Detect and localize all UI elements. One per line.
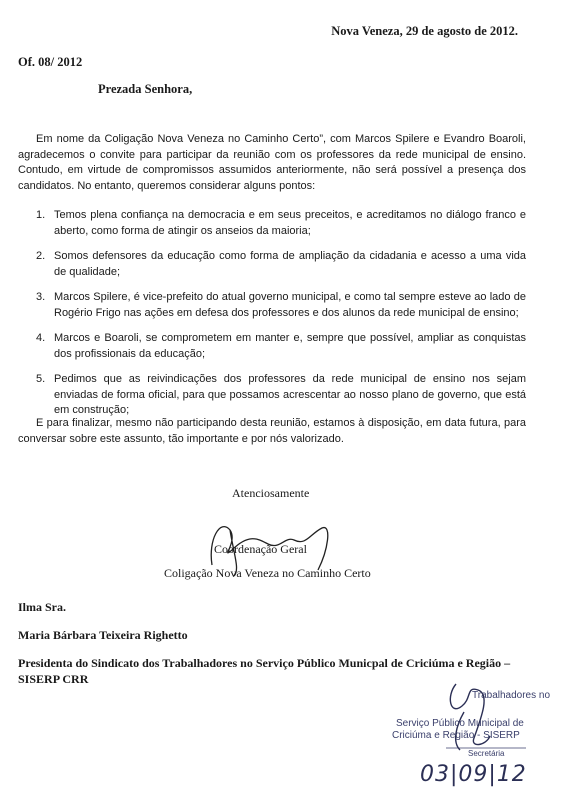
received-date: 03|09|12 [420,762,527,787]
recipient-name: Maria Bárbara Teixeira Righetto [18,628,188,642]
point-text: Somos defensores da educação como forma de ampliação da cidadania e acesso a uma vida de qualidade; [54,250,526,278]
letter-date: Nova Veneza, 29 de agosto de 2012. [331,24,518,38]
point-number: 1. [36,209,46,221]
letter-regards: Atenciosamente [232,486,310,500]
recipient-title: Ilma Sra. [18,600,66,614]
letter-reference: Of. 08/ 2012 [18,55,83,69]
letter-points [18,208,526,429]
point-item [18,290,526,321]
letter-closing: E para finalizar, mesmo não participando desta reunião, estamos à disposição, em data futura, para conversar sobre este assunto, tão importante e por nós valorizado. [18,417,526,445]
signature-label: Coordenação Geral [214,542,307,556]
point-item [18,372,526,419]
point-number: 2. [36,250,46,262]
point-number: 5. [36,373,46,385]
point-text: Temos plena confiança na democracia e em seus preceitos, e acreditamos no diálogo franco e aberto, como forma de atingir os anseios da maioria; [54,209,526,237]
letter-intro: Em nome da Coligação Nova Veneza no Caminho Certo”, com Marcos Spilere e Evandro Boaroli, agradecemos o convite para participar da reunião com os professores da rede municipal de ensino. Contudo, em virtude de compromissos assumidos anteriormente, não será possível a presença dos candidatos. No entanto, queremos considerar alguns pontos: [18,133,526,192]
stamp-line-2: Serviço Público Municipal de [396,718,524,729]
letter-salutation: Prezada Senhora, [98,82,193,96]
point-item [18,331,526,362]
stamp-line-3: Criciúma e Região - SISERP [392,730,520,741]
point-text: Marcos Spilere, é vice-prefeito do atual governo municipal, e como tal sempre esteve ao lado de Rogério Frigo nas ações em defesa dos professores e dos alunos da rede municipal de ensino; [54,291,526,319]
stamp-line-1: Trabalhadores no [472,690,551,701]
point-item [18,249,526,280]
signature-organization: Coligação Nova Veneza no Caminho Certo [164,566,371,580]
point-number: 3. [36,291,46,303]
point-text: Pedimos que as reivindicações dos professores da rede municipal de ensino nos sejam enviadas de forma oficial, para que possamos acrescentar ao nosso plano de governo, que está em construção; [54,373,526,416]
stamp-line-4: Secretária [468,749,505,758]
recipient-position: Presidenta do Sindicato dos Trabalhadores no Serviço Público Municpal de Criciúma e Região – SISERP CRR [18,656,511,686]
point-text: Marcos e Boaroli, se comprometem em manter e, sempre que possível, ampliar as conquistas dos profissionais da educação; [54,332,526,360]
point-number: 4. [36,332,46,344]
point-item [18,208,526,239]
